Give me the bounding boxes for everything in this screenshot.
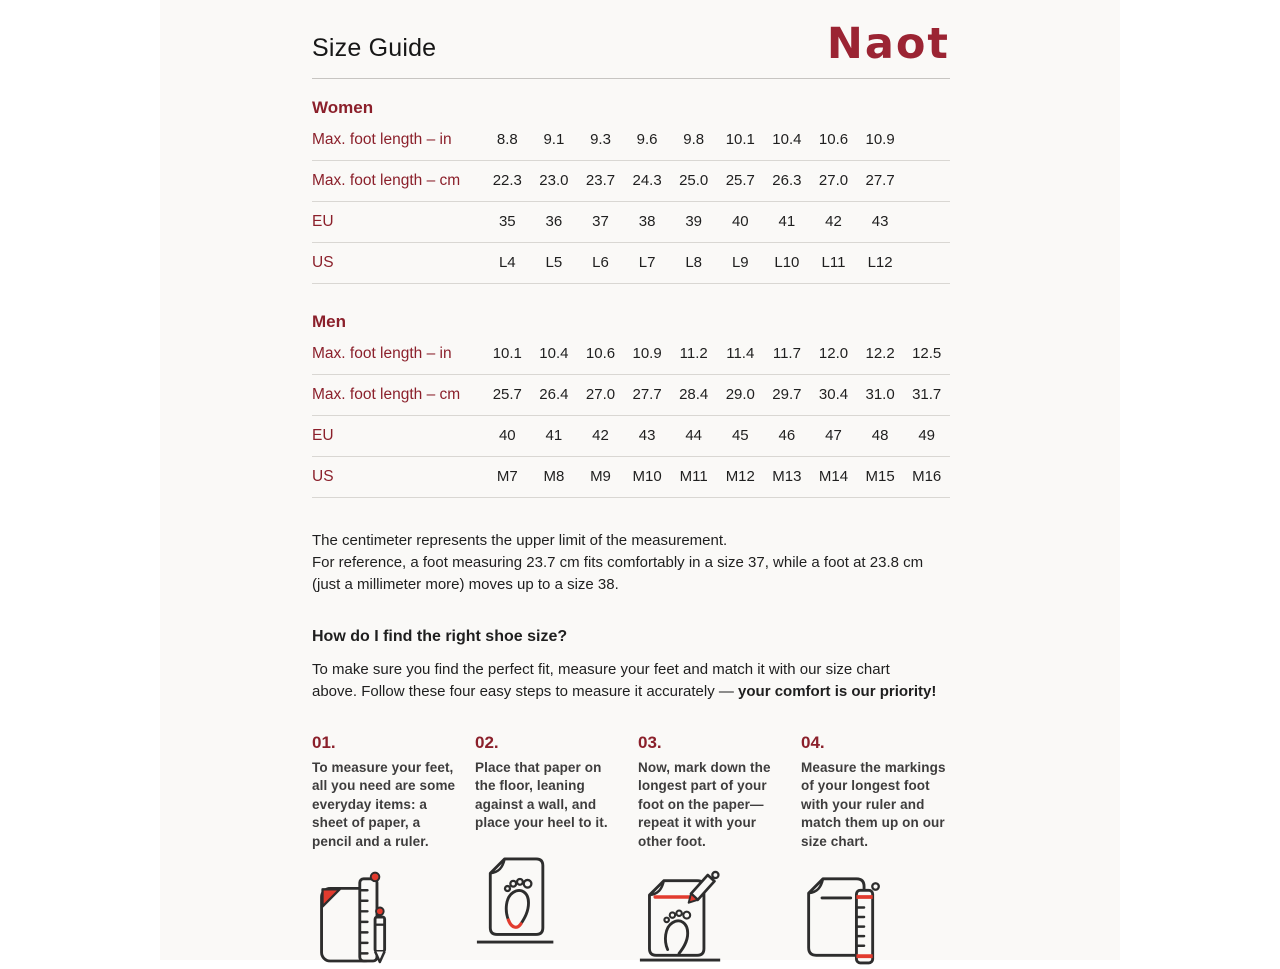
size-value-cell: M12 — [725, 468, 755, 486]
size-value-cell: 27.0 — [818, 172, 849, 190]
size-value-cell: 49 — [918, 427, 936, 445]
step-text: Now, mark down the longest part of your foot on the paper—repeat it with your other foot. — [638, 759, 771, 849]
howto-paragraph — [312, 659, 950, 703]
paper-ruler-marks-icon — [801, 867, 950, 967]
size-value-cell: 27.7 — [632, 386, 662, 404]
size-value-cell: 31.0 — [865, 386, 895, 404]
size-value-cell: 40 — [498, 427, 516, 445]
size-value-cell: 29.7 — [772, 386, 802, 404]
size-guide-panel — [160, 0, 1120, 960]
page-title: Size Guide — [312, 33, 437, 62]
size-value-cell: 47 — [825, 427, 842, 445]
size-value-cell: 12.5 — [912, 345, 942, 363]
table-row — [312, 202, 950, 243]
women-section-heading: Women — [312, 97, 374, 117]
size-value-cell: 9.8 — [683, 131, 705, 149]
size-value-cell: 10.6 — [818, 131, 849, 149]
row-values — [484, 468, 950, 485]
size-value-cell: M11 — [679, 468, 708, 486]
size-value-cell: 8.8 — [496, 131, 518, 149]
size-value-cell: M16 — [912, 468, 942, 486]
size-value-cell: 9.3 — [590, 131, 611, 149]
size-value-cell: 22.3 — [492, 172, 522, 190]
row-label: US — [312, 253, 334, 271]
step-number: 03. — [638, 732, 662, 752]
size-value-cell: M13 — [772, 468, 802, 486]
table-row — [312, 457, 950, 498]
size-value-cell: 29.0 — [725, 386, 755, 404]
size-value-cell: M10 — [632, 468, 662, 486]
step-text: Place that paper on the floor, leaning against a wall, and place your heel to it. — [475, 759, 608, 831]
size-value-cell: L7 — [638, 254, 656, 272]
size-value-cell: 48 — [871, 427, 889, 445]
size-value-cell: 11.7 — [772, 345, 801, 363]
table-row — [312, 161, 950, 202]
size-value-cell: 30.4 — [818, 386, 849, 404]
size-value-cell: 39 — [685, 213, 703, 231]
paper-ruler-pencil-icon — [312, 867, 461, 967]
row-label: Max. foot length – cm — [312, 171, 461, 189]
size-value-cell — [903, 172, 950, 189]
size-value-cell: 24.3 — [632, 172, 662, 190]
size-value-cell: L6 — [592, 254, 609, 272]
size-value-cell: 44 — [685, 427, 703, 445]
row-values — [484, 386, 950, 403]
size-value-cell: 25.7 — [492, 386, 522, 404]
size-value-cell: 12.2 — [865, 345, 895, 363]
note-line: The centimeter represents the upper limit of the measurement. — [312, 531, 728, 549]
size-guide-content — [312, 0, 950, 967]
step-1 — [312, 733, 461, 968]
row-label: Max. foot length – cm — [312, 385, 461, 403]
step-number: 02. — [475, 732, 499, 752]
men-size-table — [312, 334, 950, 498]
howto-line-normal: above. Follow these four easy steps to measure it accurately — — [312, 682, 739, 700]
size-value-cell: 41 — [778, 213, 796, 231]
size-value-cell: 11.4 — [726, 345, 755, 363]
size-value-cell: M8 — [543, 468, 565, 486]
row-label: US — [312, 467, 334, 485]
size-value-cell: L12 — [867, 254, 893, 272]
size-value-cell: M7 — [496, 468, 518, 486]
size-value-cell: 12.0 — [818, 345, 849, 363]
howto-heading: How do I find the right shoe size? — [312, 627, 568, 645]
size-value-cell: 27.0 — [585, 386, 616, 404]
size-value-cell: L10 — [774, 254, 800, 272]
size-value-cell: 11.2 — [679, 345, 708, 363]
size-value-cell: 10.9 — [632, 345, 662, 363]
size-value-cell: 10.4 — [772, 131, 802, 149]
size-value-cell: 35 — [498, 213, 516, 231]
size-value-cell: 26.3 — [772, 172, 802, 190]
size-value-cell: 27.7 — [865, 172, 895, 190]
howto-line — [312, 681, 950, 703]
size-value-cell: 38 — [638, 213, 656, 231]
row-label: Max. foot length – in — [312, 130, 452, 148]
row-values — [484, 131, 950, 148]
step-3 — [638, 733, 787, 968]
size-value-cell: 9.6 — [636, 131, 658, 149]
size-value-cell: L9 — [731, 254, 749, 272]
size-value-cell: M15 — [865, 468, 895, 486]
size-value-cell: 10.1 — [492, 345, 522, 363]
paper-footprint-mark-pencil-icon — [638, 867, 787, 967]
table-row — [312, 416, 950, 457]
row-values — [484, 254, 950, 271]
step-number: 01. — [312, 732, 336, 752]
step-text: Measure the markings of your longest foot with your ruler and match them up on our size chart. — [801, 759, 946, 849]
size-value-cell: L8 — [685, 254, 703, 272]
paper-footprint-heel-icon — [475, 849, 624, 949]
row-label: EU — [312, 212, 334, 230]
table-row — [312, 375, 950, 416]
size-value-cell: 23.7 — [585, 172, 616, 190]
size-value-cell: 9.1 — [543, 131, 565, 149]
note-line: (just a millimeter more) moves up to a size 38. — [312, 575, 619, 593]
size-value-cell — [903, 131, 950, 148]
size-value-cell: 26.4 — [539, 386, 569, 404]
naot-logo: Naot — [826, 19, 950, 69]
row-label: Max. foot length – in — [312, 344, 452, 362]
men-section-heading: Men — [312, 311, 346, 331]
measurement-notes — [312, 530, 950, 596]
size-value-cell: 46 — [778, 427, 796, 445]
women-size-table — [312, 120, 950, 284]
row-label: EU — [312, 426, 334, 444]
row-values — [484, 213, 950, 230]
size-value-cell: 31.7 — [912, 386, 942, 404]
size-value-cell: 10.1 — [725, 131, 755, 149]
measuring-steps — [312, 733, 950, 968]
size-value-cell: 42 — [592, 427, 609, 445]
row-values — [484, 427, 950, 444]
size-value-cell: 36 — [545, 213, 563, 231]
row-values — [484, 172, 950, 189]
size-value-cell: L5 — [545, 254, 563, 272]
step-number: 04. — [801, 732, 825, 752]
header-divider — [312, 78, 950, 79]
size-value-cell: 28.4 — [679, 386, 709, 404]
size-value-cell: 25.0 — [679, 172, 709, 190]
size-value-cell: L4 — [498, 254, 516, 272]
size-value-cell: M9 — [590, 468, 611, 486]
size-value-cell — [903, 254, 950, 271]
page-header — [312, 0, 950, 69]
size-value-cell: 10.9 — [865, 131, 895, 149]
size-value-cell: 10.6 — [585, 345, 616, 363]
step-4 — [801, 733, 950, 968]
size-value-cell — [903, 213, 950, 230]
howto-line: To make sure you find the perfect fit, measure your feet and match it with our size chart — [312, 660, 890, 678]
size-value-cell: 41 — [545, 427, 563, 445]
row-values — [484, 345, 950, 362]
size-value-cell: 37 — [592, 213, 609, 231]
step-text: To measure your feet, all you need are some everyday items: a sheet of paper, a pencil and a ruler. — [312, 759, 456, 849]
size-value-cell: 42 — [825, 213, 842, 231]
table-row — [312, 334, 950, 375]
howto-line-bold: your comfort is our priority! — [738, 682, 937, 700]
size-value-cell: M14 — [818, 468, 849, 486]
size-value-cell: 23.0 — [539, 172, 569, 190]
size-value-cell: 45 — [731, 427, 749, 445]
table-row — [312, 120, 950, 161]
size-value-cell: 10.4 — [539, 345, 569, 363]
size-value-cell: 40 — [731, 213, 749, 231]
note-line: For reference, a foot measuring 23.7 cm fits comfortably in a size 37, while a foot at 23.8 cm — [312, 553, 924, 571]
size-value-cell: 43 — [871, 213, 889, 231]
table-row — [312, 243, 950, 284]
step-2 — [475, 733, 624, 968]
size-value-cell: 43 — [638, 427, 656, 445]
size-value-cell: 25.7 — [725, 172, 755, 190]
size-value-cell: L11 — [821, 254, 846, 272]
